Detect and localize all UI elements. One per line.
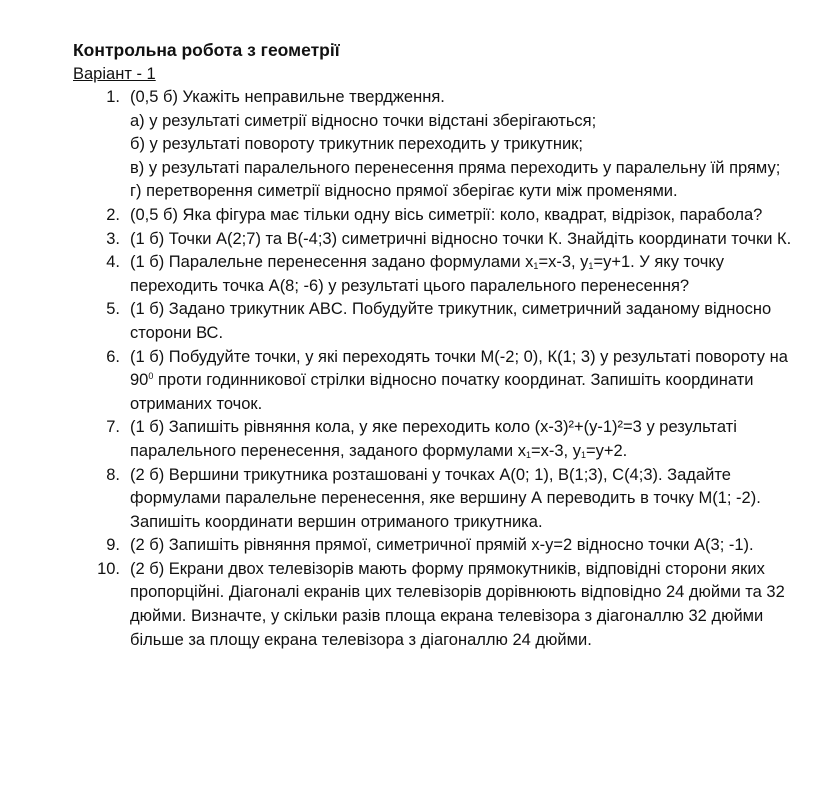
task-number: 1. [106, 88, 120, 106]
task-7 [73, 416, 803, 463]
subscript: 1 [580, 449, 586, 460]
degree-superscript: 0 [148, 371, 154, 382]
task-list [73, 86, 803, 652]
task-text [130, 348, 788, 413]
task-text-part: =y+2. [585, 441, 628, 460]
option-b: б) у результаті повороту трикутник переходить у трикутник; [130, 135, 583, 154]
task-text-part: (1 б) Побудуйте точки, у які переходять точки М(-2; 0), К(1; 3) у результаті повороту на 90 [130, 347, 788, 390]
task-text-part: проти годинникової стрілки відносно початку координат. Запишіть координати отриманих точок. [130, 371, 754, 413]
task-8 [73, 464, 803, 535]
document [73, 38, 803, 652]
subscript: 1 [533, 261, 539, 272]
task-text: (2 б) Запишіть рівняння прямої, симетричної прямій x-y=2 відносно точки А(3; -1). [130, 536, 754, 555]
task-1 [73, 86, 803, 204]
task-text [130, 418, 737, 460]
option-d: г) перетворення симетрії відносно прямої зберігає кути між променями. [130, 182, 678, 201]
task-text-part: =y+1. У яку точку переходить точка А(8; -6) у результаті цього паралельного перенесення? [130, 253, 724, 295]
task-text [130, 253, 724, 295]
task-10 [73, 558, 803, 652]
task-9 [73, 534, 803, 558]
task-text: (1 б) Точки А(2;7) та В(-4;3) симетричні відносно точки К. Знайдіть координати точки К. [130, 229, 792, 248]
subscript: 1 [525, 449, 531, 460]
task-text: (0,5 б) Яка фігура має тільки одну вісь симетрії: коло, квадрат, відрізок, парабола? [130, 205, 763, 224]
task-text-part: =x-3, y [538, 253, 589, 272]
task-number: 7. [106, 418, 120, 437]
task-number: 3. [106, 229, 120, 248]
task-number: 2. [106, 205, 120, 224]
page-title: Контрольна робота з геометрії [73, 40, 340, 60]
task-6 [73, 346, 803, 417]
task-2 [73, 204, 803, 228]
task-text: (2 б) Екрани двох телевізорів мають форму прямокутників, відповідні сторони яких пропорційні. Діагоналі екранів цих телевізорів дорівнюють відповідно 24 дюйми та 32 дюйми. Визначте, у скільки разів площа екрана телевізора з діагоналлю 32 дюйми більше за площу екрана телевізора з діагоналлю 24 дюйми. [130, 559, 785, 649]
task-number: 8. [106, 465, 120, 484]
subscript: 1 [588, 261, 594, 272]
task-text-part: =x-3, y [530, 441, 581, 460]
variant-label: Варіант - 1 [73, 65, 156, 83]
option-a: а) у результаті симетрії відносно точки відстані зберігаються; [130, 111, 597, 130]
option-c: в) у результаті паралельного перенесення пряма переходить у паралельну їй пряму; [130, 158, 781, 177]
task-text: (1 б) Задано трикутник ABC. Побудуйте трикутник, симетричний заданому відносно сторони ВС. [130, 300, 772, 342]
task-4 [73, 251, 803, 298]
task-number: 5. [106, 300, 120, 319]
task-text: (0,5 б) Укажіть неправильне твердження. [130, 88, 445, 106]
task-3 [73, 228, 803, 252]
task-number: 9. [106, 536, 120, 555]
task-5 [73, 298, 803, 345]
task-text-part: (1 б) Запишіть рівняння кола, у яке переходить коло (x-3)²+(y-1)²=3 у результаті паралельного перенесення, заданого формулами x [130, 418, 737, 460]
task-number: 10. [97, 559, 120, 578]
task-number: 4. [106, 253, 120, 272]
task-text-part: (1 б) Паралельне перенесення задано формулами x [130, 253, 534, 272]
variant-line [73, 62, 803, 86]
task-text: (2 б) Вершини трикутника розташовані у точках А(0; 1), В(1;3), С(4;3). Задайте формулами паралельне перенесення, яке вершину А переводить в точку М(1; -2). Запишіть координати вершин отриманого трикутника. [130, 465, 761, 531]
task-number: 6. [106, 347, 120, 366]
